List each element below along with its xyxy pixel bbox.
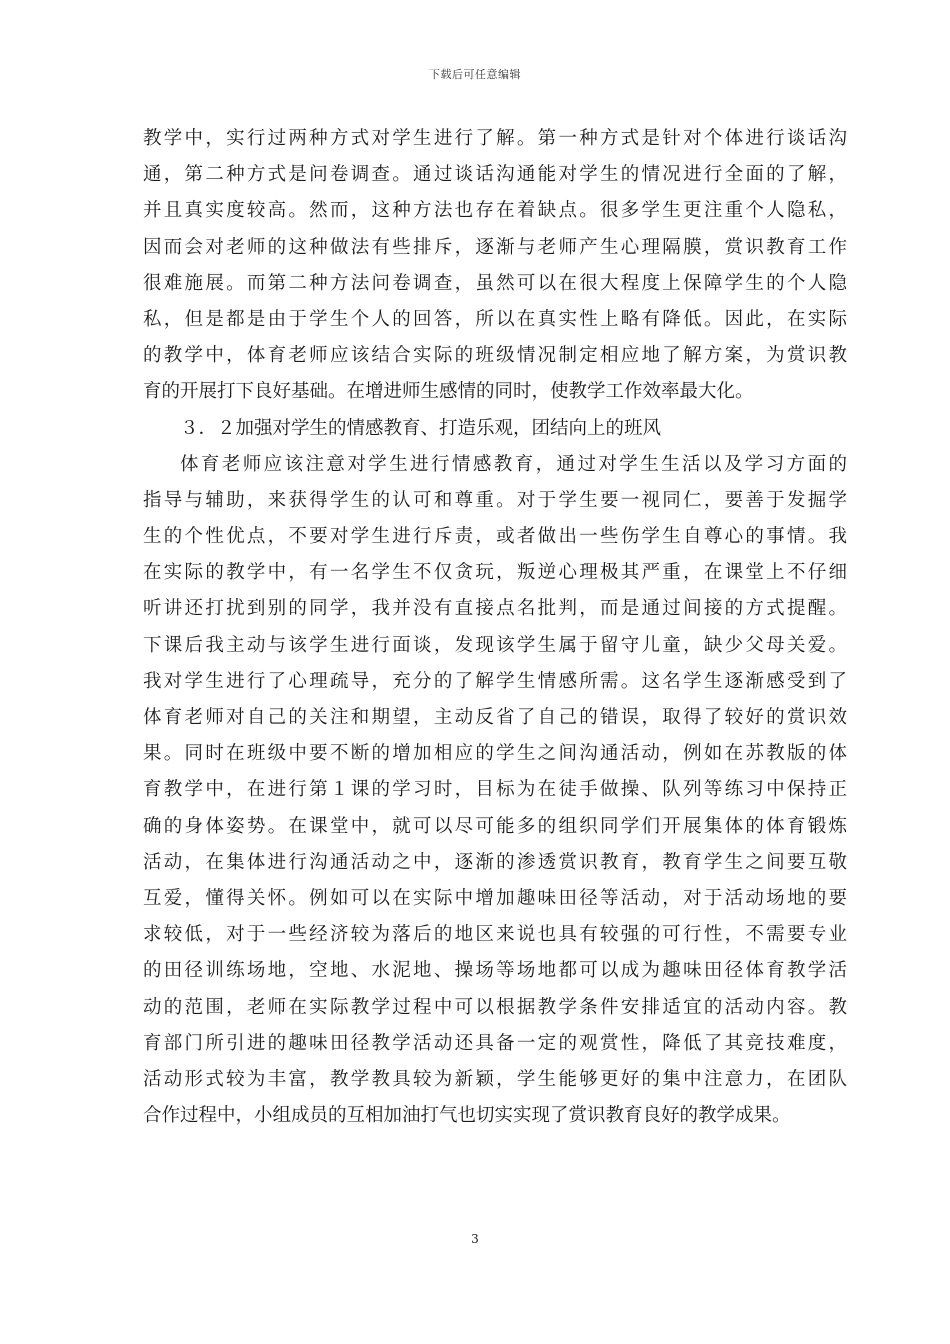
paragraph-line: 果。同时在班级中要不断的增加相应的学生之间沟通活动，例如在苏教版的体 [143, 743, 847, 765]
paragraph-line: 指导与辅助，来获得学生的认可和尊重。对于学生要一视同仁，要善于发掘学 [143, 489, 847, 511]
paragraph-line: 听讲还打扰到别的同学，我并没有直接点名批判，而是通过间接的方式提醒。 [143, 598, 847, 620]
paragraph-line: 教学中，实行过两种方式对学生进行了解。第一种方式是针对个体进行谈话沟 [143, 128, 847, 149]
paragraph-line: 生的个性优点，不要对学生进行斥责，或者做出一些伤学生自尊心的事情。我 [143, 526, 847, 548]
page-number: 3 [471, 1232, 479, 1246]
paragraph-line: 育教学中，在进行第１课的学习时，目标为在徒手做操、队列等练习中保持正 [143, 779, 847, 801]
paragraph-line: 育的开展打下良好基础。在增进师生感情的同时，使教学工作效率最大化。 [143, 381, 754, 403]
paragraph-line: 通，第二种方式是问卷调查。通过谈话沟通能对学生的情况进行全面的了解， [143, 164, 847, 186]
section-heading: ３．２加强对学生的情感教育、打造乐观，团结向上的班风 [180, 417, 662, 439]
page-header: 下载后可任意编辑 [429, 68, 521, 81]
paragraph-line: 育部门所引进的趣味田径教学活动还具备一定的观赏性，降低了其竞技难度， [143, 1032, 847, 1054]
paragraph-line: 下课后我主动与该学生进行面谈，发现该学生属于留守儿童，缺少父母关爱。 [143, 634, 847, 656]
document-body [143, 121, 847, 1134]
paragraph-line: 动的范围，老师在实际教学过程中可以根据教学条件安排适宜的活动内容。教 [143, 996, 847, 1018]
paragraph-line: 的田径训练场地，空地、水泥地、操场等场地都可以成为趣味田径体育教学活 [143, 960, 847, 982]
paragraph-line: 活动，在集体进行沟通活动之中，逐渐的渗透赏识教育，教育学生之间要互敬 [143, 851, 847, 873]
paragraph-line: 体育老师应该注意对学生进行情感教育，通过对学生生活以及学习方面的 [180, 453, 847, 475]
paragraph-line: 私，但是都是由于学生个人的回答，所以在真实性上略有降低。因此，在实际 [143, 308, 847, 330]
paragraph-line: 活动形式较为丰富，教学教具较为新颖，学生能够更好的集中注意力，在团队 [143, 1068, 847, 1090]
paragraph-line: 的教学中，体育老师应该结合实际的班级情况制定相应地了解方案，为赏识教 [143, 345, 847, 367]
paragraph-line: 在实际的教学中，有一名学生不仅贪玩，叛逆心理极其严重，在课堂上不仔细 [143, 562, 847, 584]
paragraph-line: 很难施展。而第二种方法问卷调查，虽然可以在很大程度上保障学生的个人隐 [143, 272, 847, 294]
paragraph-line: 并且真实度较高。然而，这种方法也存在着缺点。很多学生更注重个人隐私， [143, 200, 847, 222]
paragraph-line: 因而会对老师的这种做法有些排斥，逐渐与老师产生心理隔膜，赏识教育工作 [143, 236, 847, 258]
paragraph-line: 互爱，懂得关怀。例如可以在实际中增加趣味田径等活动，对于活动场地的要 [143, 887, 847, 909]
paragraph-line: 体育老师对自己的关注和期望，主动反省了自己的错误，取得了较好的赏识效 [143, 707, 847, 728]
paragraph-line: 确的身体姿势。在课堂中，就可以尽可能多的组织同学们开展集体的体育锻炼 [143, 815, 847, 837]
paragraph-line: 合作过程中，小组成员的互相加油打气也切实实现了赏识教育良好的教学成果。 [143, 1105, 791, 1127]
paragraph-line: 我对学生进行了心理疏导，充分的了解学生情感所需。这名学生逐渐感受到了 [143, 670, 847, 692]
paragraph-line: 求较低，对于一些经济较为落后的地区来说也具有较强的可行性，不需要专业 [143, 924, 847, 946]
